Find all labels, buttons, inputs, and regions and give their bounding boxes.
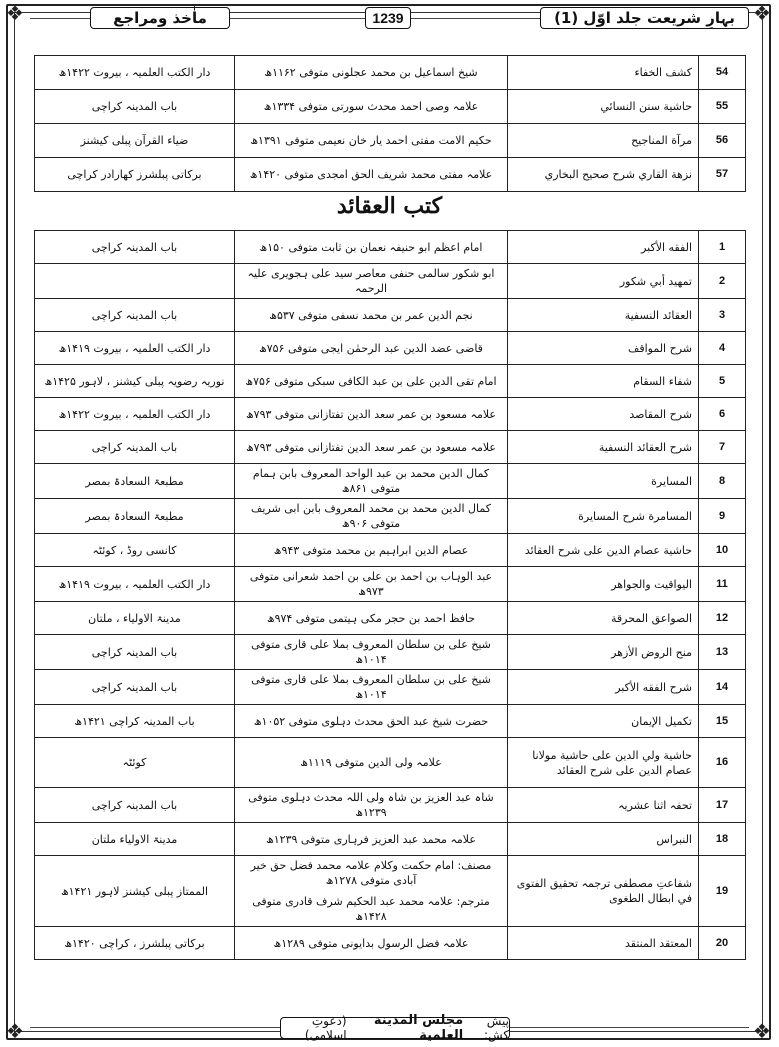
table-row [35, 927, 746, 960]
author-cell: علامہ مسعود بن عمر سعد الدین تفتازانی متوفی ۷۹۳ھ [235, 398, 508, 431]
table-row [35, 788, 746, 823]
publisher-cell: دار الکتب العلمیہ ، بیروت ۱۴۲۲ھ [35, 398, 235, 431]
page-footer [280, 1013, 510, 1043]
header-divider [411, 18, 540, 19]
publisher-cell: دار الکتب العلمیہ ، بیروت ۱۴۱۹ھ [35, 567, 235, 602]
author-cell: کمال الدین محمد بن عبد الواحد المعروف بابن ہمام متوفی ۸۶۱ھ [235, 464, 508, 499]
book-title-cell: شفاء السقام [508, 365, 699, 398]
book-title-cell: شفاعتِ مصطفی ترجمہ تحقيق الفتوى في ابطال الطغوى [508, 856, 699, 927]
footer-divider [30, 1027, 280, 1028]
author-cell: علامہ مسعود بن عمر سعد الدین تفتازانی متوفی ۷۹۳ھ [235, 431, 508, 464]
publisher-cell: باب المدینہ کراچی [35, 231, 235, 264]
publisher-cell: کانسی روڈ ، کوئٹہ [35, 534, 235, 567]
row-number: 2 [699, 264, 746, 299]
row-number: 54 [699, 56, 746, 90]
author-cell: عصام الدین ابراہیم بن محمد متوفی ۹۴۳ھ [235, 534, 508, 567]
table-row [35, 299, 746, 332]
table-row [35, 499, 746, 534]
publisher-cell: مطبعۃ السعادۃ بمصر [35, 464, 235, 499]
publisher-cell: باب المدینہ کراچی [35, 788, 235, 823]
corner-ornament-icon: ❖ [753, 1019, 771, 1043]
publisher-cell: ضیاء القرآن پبلی کیشنز [35, 124, 235, 158]
author-cell: حافظ احمد بن حجر مکی ہیتمی متوفی ۹۷۴ھ [235, 602, 508, 635]
row-number: 7 [699, 431, 746, 464]
book-title: بہارِ شریعت جلد اوّل (1) [540, 7, 749, 29]
section-label: ماٰخذ ومراجع [90, 7, 230, 29]
row-number: 19 [699, 856, 746, 927]
row-number: 5 [699, 365, 746, 398]
publisher-cell: مدینۃ الاولیاء ملتان [35, 823, 235, 856]
book-title-cell: منح الروض الأزهر [508, 635, 699, 670]
table-row [35, 670, 746, 705]
publisher-cell: دار الکتب العلمیہ ، بیروت ۱۴۱۹ھ [35, 332, 235, 365]
publisher-cell: برکاتی پبلشرز کھارادر کراچی [35, 158, 235, 192]
author-cell: کمال الدین محمد بن محمد المعروف بابن ابی شریف متوفی ۹۰۶ھ [235, 499, 508, 534]
row-number: 10 [699, 534, 746, 567]
row-number: 8 [699, 464, 746, 499]
table-row [35, 398, 746, 431]
row-number: 18 [699, 823, 746, 856]
publisher-cell [35, 264, 235, 299]
table-row [35, 231, 746, 264]
book-title-cell: شرح الفقه الأكبر [508, 670, 699, 705]
row-number: 55 [699, 90, 746, 124]
book-title-cell: تمهيد أبي شكور [508, 264, 699, 299]
book-title-cell: تحفہ اثنا عشریہ [508, 788, 699, 823]
table-row [35, 124, 746, 158]
footer-suffix: (دعوتِ اسلامی) [304, 1014, 347, 1042]
author-line: مصنف: امام حکمت وکلام علامہ محمد فضل حق خیر آبادی متوفی ۱۲۷۸ھ [250, 859, 492, 887]
author-cell: عبد الوہاب بن احمد بن علی بن احمد شعرانی متوفی ۹۷۳ھ [235, 567, 508, 602]
book-title-cell: الفقه الأكبر [508, 231, 699, 264]
aqaid-references-table [34, 230, 746, 960]
corner-ornament-icon: ❖ [6, 1019, 24, 1043]
row-number: 13 [699, 635, 746, 670]
row-number: 12 [699, 602, 746, 635]
table-row [35, 365, 746, 398]
author-cell: حضرت شیخ عبد الحق محدث دہلوی متوفی ۱۰۵۲ھ [235, 705, 508, 738]
row-number: 20 [699, 927, 746, 960]
table-row [35, 705, 746, 738]
book-title-cell: اليواقيت والجواهر [508, 567, 699, 602]
publisher-cell: مطبعۃ السعادۃ بمصر [35, 499, 235, 534]
book-title-cell: العقائد النسفية [508, 299, 699, 332]
row-number: 14 [699, 670, 746, 705]
author-cell: حکیم الامت مفتی احمد یار خان نعیمی متوفی ۱۳۹۱ھ [235, 124, 508, 158]
page-header [30, 5, 749, 33]
row-number: 17 [699, 788, 746, 823]
book-title-cell: المسايرة [508, 464, 699, 499]
table-row [35, 158, 746, 192]
book-title-cell: المعتقد المنتقد [508, 927, 699, 960]
publisher-cell: کوئٹہ [35, 738, 235, 788]
table-row [35, 431, 746, 464]
table-row [35, 464, 746, 499]
publisher-cell: باب المدینہ کراچی [35, 90, 235, 124]
publisher-cell: باب المدینہ کراچی [35, 670, 235, 705]
author-cell: شیخ علی بن سلطان المعروف بملا علی قاری متوفی ۱۰۱۴ھ [235, 635, 508, 670]
author-cell: ابو شکور سالمی حنفی معاصر سید علی ہجویری علیہ الرحمہ [235, 264, 508, 299]
header-divider [30, 18, 90, 19]
table-row [35, 264, 746, 299]
author-cell: نجم الدین عمر بن محمد نسفی متوفی ۵۳۷ھ [235, 299, 508, 332]
author-cell [235, 856, 508, 927]
publisher-cell: باب المدینہ کراچی ۱۴۲۱ھ [35, 705, 235, 738]
author-cell: علامہ وصی احمد محدث سورتی متوفی ۱۳۳۴ھ [235, 90, 508, 124]
book-title-cell: مرآة المناجيح [508, 124, 699, 158]
author-cell: شیخ علی بن سلطان المعروف بملا علی قاری متوفی ۱۰۱۴ھ [235, 670, 508, 705]
author-cell: امام تقی الدین علی بن عبد الکافی سبکی متوفی ۷۵۶ھ [235, 365, 508, 398]
page-number: 1239 [365, 7, 411, 29]
author-cell: علامہ مفتی محمد شریف الحق امجدی متوفی ۱۴۲۰ھ [235, 158, 508, 192]
corner-ornament-icon: ❖ [753, 1, 771, 25]
table-row [35, 602, 746, 635]
publisher-cell: الممتاز پبلی کیشنز لاہور ۱۴۲۱ھ [35, 856, 235, 927]
book-title-cell: حاشية ولي الدين على حاشية مولانا عصام الدين على شرح العقائد [508, 738, 699, 788]
section-title: کتب العقائد [336, 193, 443, 219]
author-cell: علامہ ولی الدین متوفی ۱۱۱۹ھ [235, 738, 508, 788]
table-row [35, 534, 746, 567]
row-number: 57 [699, 158, 746, 192]
row-number: 4 [699, 332, 746, 365]
table-row [35, 567, 746, 602]
book-title-cell: شرح المواقف [508, 332, 699, 365]
translator-line: مترجم: علامہ محمد عبد الحکیم شرف قادری متوفی ۱۴۲۸ھ [252, 895, 490, 923]
table-row [35, 56, 746, 90]
book-title-cell: شرح العقائد النسفية [508, 431, 699, 464]
author-cell: قاضی عضد الدین عبد الرحمٰن ایجی متوفی ۷۵۶ھ [235, 332, 508, 365]
book-title-cell: المسامرة شرح المسايرة [508, 499, 699, 534]
book-title-cell: تكميل الإيمان [508, 705, 699, 738]
book-title-cell: شرح المقاصد [508, 398, 699, 431]
table-row [35, 332, 746, 365]
author-cell: علامہ محمد عبد العزیز فرہاری متوفی ۱۲۳۹ھ [235, 823, 508, 856]
table-row [35, 823, 746, 856]
corner-ornament-icon: ❖ [6, 1, 24, 25]
table-row [35, 856, 746, 927]
author-cell: شاہ عبد العزیز بن شاہ ولی اللہ محدث دہلوی متوفی ۱۲۳۹ھ [235, 788, 508, 823]
footer-divider [510, 1027, 749, 1028]
author-cell: امام اعظم ابو حنیفہ نعمان بن ثابت متوفی ۱۵۰ھ [235, 231, 508, 264]
book-title-cell: حاشية سنن النسائي [508, 90, 699, 124]
footer-prefix: پیش کش: [483, 1014, 509, 1042]
row-number: 9 [699, 499, 746, 534]
publisher-cell: دار الکتب العلمیہ ، بیروت ۱۴۲۲ھ [35, 56, 235, 90]
author-cell: علامہ فضل الرسول بدایونی متوفی ۱۲۸۹ھ [235, 927, 508, 960]
row-number: 1 [699, 231, 746, 264]
row-number: 3 [699, 299, 746, 332]
table-row [35, 90, 746, 124]
row-number: 56 [699, 124, 746, 158]
row-number: 6 [699, 398, 746, 431]
book-title-cell: الصواعق المحرقة [508, 602, 699, 635]
publisher-cell: باب المدینہ کراچی [35, 299, 235, 332]
footer-org: مجلس المدینة العلمیة [373, 1013, 464, 1043]
author-cell: شیخ اسماعیل بن محمد عجلونی متوفی ۱۱۶۲ھ [235, 56, 508, 90]
book-title-cell: النبراس [508, 823, 699, 856]
book-title-cell: نزهة القاري شرح صحيح البخاري [508, 158, 699, 192]
references-table-continued [34, 55, 746, 192]
row-number: 16 [699, 738, 746, 788]
row-number: 15 [699, 705, 746, 738]
publisher-cell: باب المدینہ کراچی [35, 431, 235, 464]
table-row [35, 738, 746, 788]
book-title-cell: حاشية عصام الدين على شرح العقائد [508, 534, 699, 567]
header-divider [230, 18, 365, 19]
publisher-cell: نوریہ رضویہ پبلی کیشنز ، لاہور ۱۴۲۵ھ [35, 365, 235, 398]
publisher-cell: باب المدینہ کراچی [35, 635, 235, 670]
table-row [35, 635, 746, 670]
publisher-cell: برکاتی پبلشرز ، کراچی ۱۴۲۰ھ [35, 927, 235, 960]
publisher-cell: مدینۃ الاولیاء ، ملتان [35, 602, 235, 635]
book-title-cell: كشف الخفاء [508, 56, 699, 90]
row-number: 11 [699, 567, 746, 602]
